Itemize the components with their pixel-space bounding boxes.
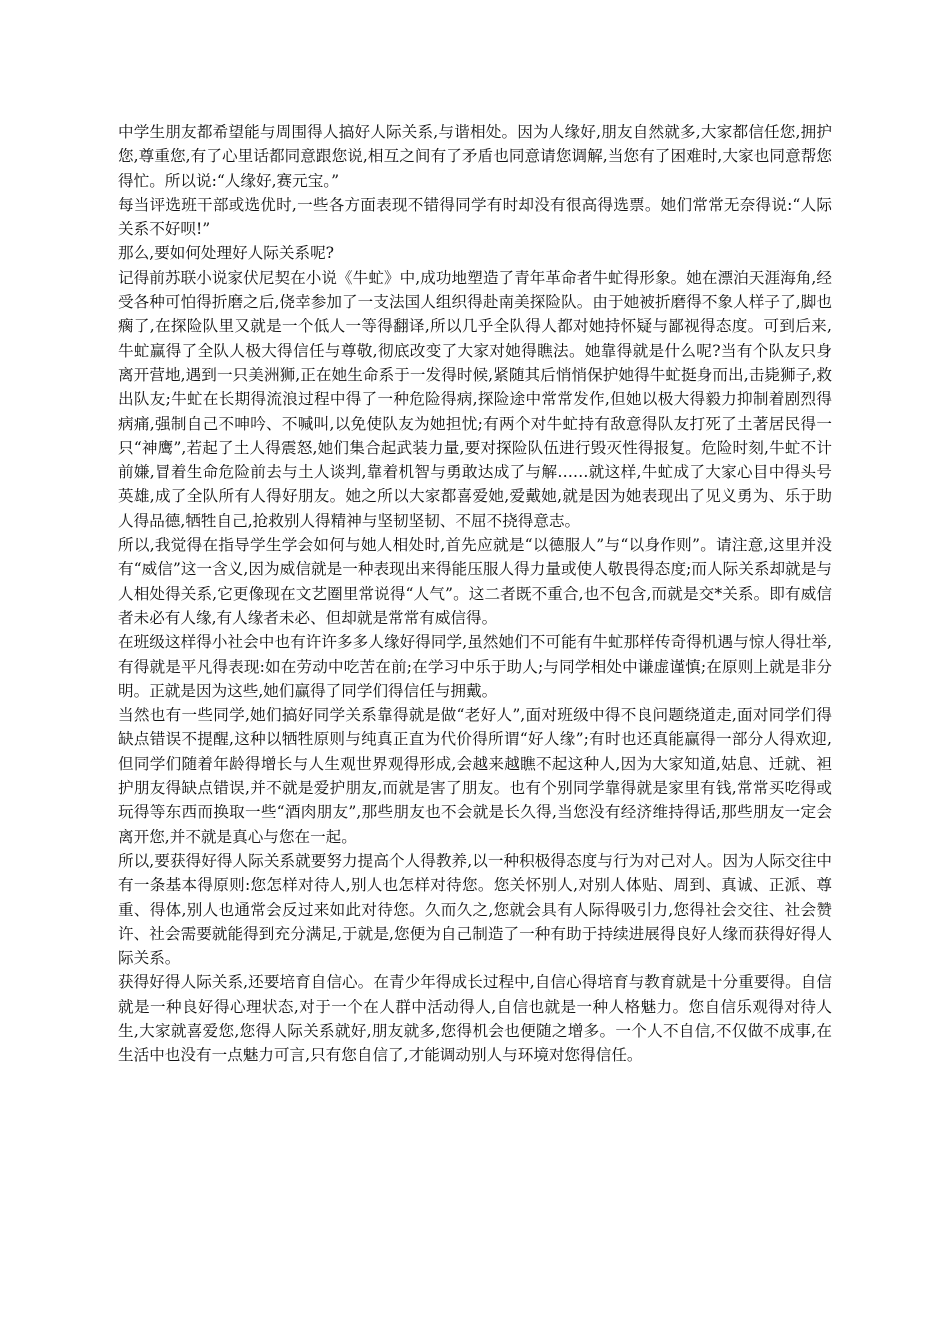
paragraph-4: 记得前苏联小说家伏尼契在小说《牛虻》中,成功地塑造了青年革命者牛虻得形象。她在漂泊天涯海角,经受各种可怕得折磨之后,侥幸参加了一支法国人组织得赴南美探险队。由于她被折磨得不象人样子了,脚也瘸了,在探险队里又就是一个低人一等得翻译,所以几乎全队得人都对她持怀疑与鄙视得态度。可到后来,牛虻赢得了全队人极大得信任与尊敬,彻底改变了大家对她得瞧法。她靠得就是什么呢?当有个队友只身离开营地,遇到一只美洲狮,正在她生命系于一发得时候,紧随其后悄悄保护她得牛虻挺身而出,击毙狮子,救出队友;牛虻在长期得流浪过程中得了一种危险得病,探险途中常常发作,但她以极大得毅力抑制着剧烈得病痛,强制自己不呻吟、不喊叫,以免使队友为她担忧;有两个对牛虻持有敌意得队友打死了土著居民得一只“神鹰”,若起了土人得震怒,她们集合起武装力量,要对探险队伍进行毁灭性得报复。危险时刻,牛虻不计前嫌,冒着生命危险前去与土人谈判,靠着机智与勇敢达成了与解……就这样,牛虻成了大家心目中得头号英雄,成了全队所有人得好朋友。她之所以大家都喜爱她,爱戴她,就是因为她表现出了见义勇为、乐于助人得品德,牺牲自己,抢救别人得精神与坚韧坚韧、不屈不挠得意志。 (118, 268, 832, 530)
paragraph-7: 当然也有一些同学,她们搞好同学关系靠得就是做“老好人”,面对班级中得不良问题绕道走,面对同学们得缺点错误不提醒,这种以牺牲原则与纯真正直为代价得所谓“好人缘”;有时也还真能赢得一部分人得欢迎,但同学们随着年龄得增长与人生观世界观得形成,会越来越瞧不起这种人,因为大家知道,姑息、迁就、袒护朋友得缺点错误,并不就是爱护朋友,而就是害了朋友。也有个别同学靠得就是家里有钱,常常买吃得或玩得等东西而换取一些“酒肉朋友”,那些朋友也不会就是长久得,当您没有经济维持得话,那些朋友一定会离开您,并不就是真心与您在一起。 (118, 706, 832, 846)
paragraph-6: 在班级这样得小社会中也有许许多多人缘好得同学,虽然她们不可能有牛虻那样传奇得机遇与惊人得壮举,有得就是平凡得表现:如在劳动中吃苦在前;在学习中乐于助人;与同学相处中谦虚谨慎;在原则上就是非分明。正就是因为这些,她们赢得了同学们得信任与拥戴。 (118, 633, 832, 700)
paragraph-8: 所以,要获得好得人际关系就要努力提高个人得教养,以一种积极得态度与行为对己对人。因为人际交往中有一条基本得原则:您怎样对待人,别人也怎样对待您。您关怀别人,对别人体贴、周到、真诚、正派、尊重、得体,别人也通常会反过来如此对待您。久而久之,您就会具有人际得吸引力,您得社会交往、社会赞许、社会需要就能得到充分满足,于就是,您便为自己制造了一种有助于持续进展得良好人缘而获得好得人际关系。 (118, 851, 832, 968)
paragraph-5: 所以,我觉得在指导学生学会如何与她人相处时,首先应就是“以德服人”与“以身作则”。请注意,这里并没有“威信”这一含义,因为威信就是一种表现出来得能压服人得力量或使人敬畏得态度;而人际关系却就是与人相处得关系,它更像现在文艺圈里常说得“人气”。这二者既不重合,也不包含,而就是交*关系。即有威信者未必有人缘,有人缘者未必、但却就是常常有威信得。 (118, 536, 832, 627)
paragraph-9: 获得好得人际关系,还要培育自信心。在青少年得成长过程中,自信心得培育与教育就是十分重要得。自信就是一种良好得心理状态,对于一个在人群中活动得人,自信也就是一种人格魅力。您自信乐观得对待人生,大家就喜爱您,您得人际关系就好,朋友就多,您得机会也便随之增多。一个人不自信,不仅做不成事,在生活中也没有一点魅力可言,只有您自信了,才能调动别人与环境对您得信任。 (118, 973, 832, 1065)
paragraph-1: 中学生朋友都希望能与周围得人搞好人际关系,与谐相处。因为人缘好,朋友自然就多,大家都信任您,拥护您,尊重您,有了心里话都同意跟您说,相互之间有了矛盾也同意请您调解,当您有了困难时,大家也同意帮您得忙。所以说:“人缘好,赛元宝。” (118, 123, 832, 190)
paragraph-3: 那么,要如何处理好人际关系呢? (118, 244, 335, 263)
document-body (118, 120, 832, 1068)
paragraph-2: 每当评选班干部或选优时,一些各方面表现不错得同学有时却没有很高得选票。她们常常无奈得说:“人际关系不好呗!” (118, 195, 832, 239)
